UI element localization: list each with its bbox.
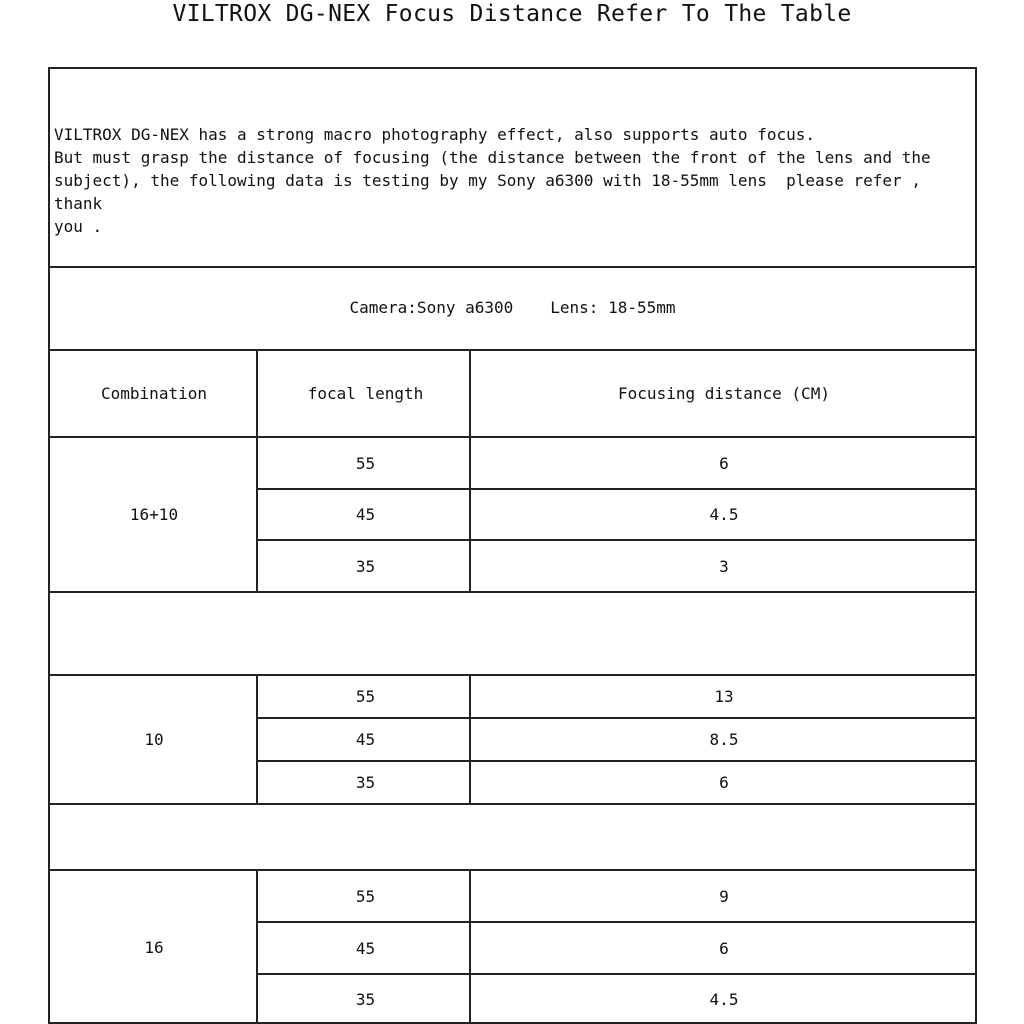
intro-paragraph: VILTROX DG-NEX has a strong macro photography effect, also supports auto focus. But must grasp the distance of focusing (the distance between the front of the lens and the subject), the following data is testing by my Sony a6300 with 18-55mm lens please refer , thank you .: [54, 125, 931, 236]
distance-cell: 3: [719, 556, 729, 576]
combination-cell: 16: [144, 938, 164, 957]
distance-cell: 13: [714, 687, 734, 706]
distance-cell: 9: [719, 886, 729, 906]
focal-cell: 55: [355, 687, 376, 706]
spacer-row: [50, 803, 975, 869]
header-row: [50, 349, 975, 436]
focal-cell: 35: [355, 556, 376, 576]
focal-cell: 35: [355, 773, 376, 792]
setup-text: [50, 298, 975, 317]
focal-cell: 55: [355, 453, 376, 473]
focus-distance-table: [48, 67, 977, 1024]
focal-cell: 55: [355, 886, 376, 906]
setup-row: [50, 266, 975, 349]
group-16: [50, 869, 975, 1024]
page-title: VILTROX DG-NEX Focus Distance Refer To The Table: [172, 1, 852, 27]
distance-cell: 6: [719, 938, 729, 958]
distance-cell: 6: [719, 773, 729, 792]
header-focusing-distance: Focusing distance (CM): [618, 384, 830, 403]
group-10: [50, 674, 975, 803]
camera-label: Camera:Sony a6300: [349, 298, 514, 317]
group-16-10: [50, 436, 975, 591]
distance-cell: 6: [719, 453, 729, 473]
header-focal-length: focal length: [307, 384, 424, 403]
combination-cell: 16+10: [129, 505, 179, 524]
lens-label: Lens: 18-55mm: [550, 298, 676, 317]
combination-cell: 10: [144, 730, 164, 749]
focal-cell: 45: [355, 505, 376, 524]
focal-cell: 35: [355, 990, 376, 1009]
header-combination: Combination: [101, 384, 207, 403]
distance-cell: 4.5: [709, 990, 739, 1009]
distance-cell: 8.5: [709, 730, 739, 749]
focal-cell: 45: [355, 730, 376, 749]
spacer-row: [50, 591, 975, 674]
distance-cell: 4.5: [709, 505, 739, 524]
focal-cell: 45: [355, 938, 376, 958]
